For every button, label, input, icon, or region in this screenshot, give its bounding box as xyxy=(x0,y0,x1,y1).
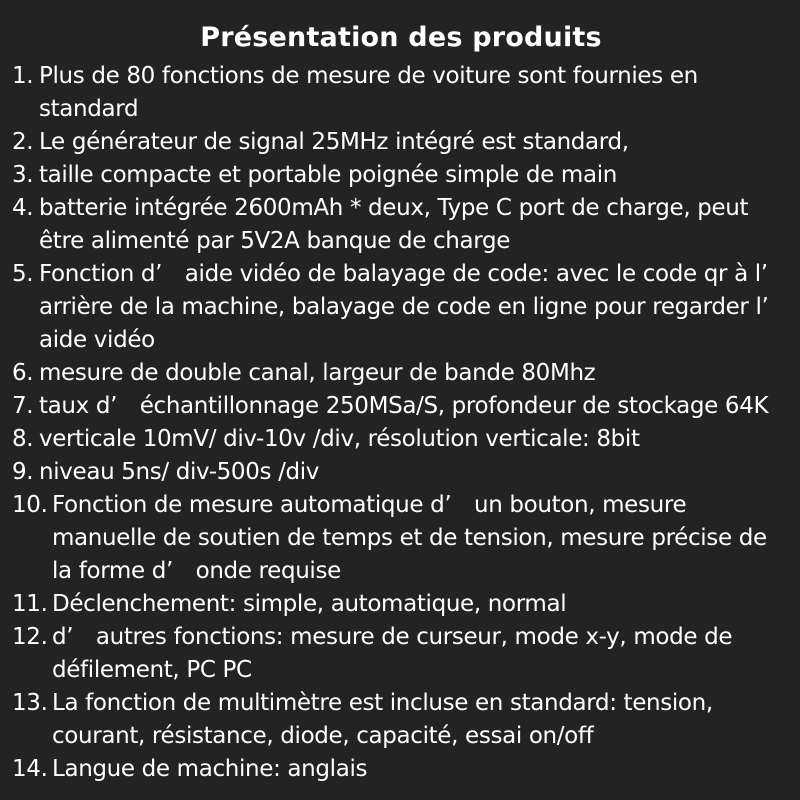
item-text: mesure de double canal, largeur de bande 80Mhz xyxy=(39,360,596,386)
feature-list xyxy=(12,60,790,786)
item-number: 4. xyxy=(12,195,34,221)
item-number: 14. xyxy=(12,756,48,782)
item-text: Plus de 80 fonctions de mesure de voiture sont fournies en standard xyxy=(39,63,698,122)
item-text: Le générateur de signal 25MHz intégré est standard, xyxy=(39,129,629,155)
list-item xyxy=(12,588,790,621)
list-item xyxy=(12,60,790,126)
item-text: batterie intégrée 2600mAh * deux, Type C port de charge, peut être alimenté par 5V2A banque de charge xyxy=(39,195,749,254)
item-text: verticale 10mV/ div-10v /div, résolution verticale: 8bit xyxy=(39,426,640,452)
item-number: 9. xyxy=(12,459,34,485)
item-number: 7. xyxy=(12,393,34,419)
item-text: niveau 5ns/ div-500s /div xyxy=(39,459,320,485)
page-title: Présentation des produits xyxy=(200,22,602,53)
list-item xyxy=(12,753,790,786)
item-number: 13. xyxy=(12,690,48,716)
item-text: Fonction d’ aide vidéo de balayage de code: avec le code qr à l’ arrière de la machine, balayage de code en ligne pour regarder l’ aide vidéo xyxy=(39,261,792,353)
list-item xyxy=(12,489,790,588)
list-item xyxy=(12,258,790,357)
item-text: d’ autres fonctions: mesure de curseur, mode x-y, mode de défilement, PC PC xyxy=(52,624,733,683)
list-item xyxy=(12,357,790,390)
item-number: 5. xyxy=(12,261,34,287)
item-text: taux d’ échantillonnage 250MSa/S, profondeur de stockage 64K xyxy=(39,393,769,419)
list-item xyxy=(12,456,790,489)
item-number: 8. xyxy=(12,426,34,452)
list-item xyxy=(12,423,790,456)
item-number: 12. xyxy=(12,624,48,650)
item-number: 1. xyxy=(12,63,34,89)
item-number: 10. xyxy=(12,492,48,518)
list-item xyxy=(12,390,790,423)
item-text: Langue de machine: anglais xyxy=(52,756,368,782)
list-item xyxy=(12,687,790,753)
item-text: Déclenchement: simple, automatique, normal xyxy=(52,591,567,617)
item-number: 2. xyxy=(12,129,34,155)
list-item xyxy=(12,126,790,159)
item-text: Fonction de mesure automatique d’ un bouton, mesure manuelle de soutien de temps et de tension, mesure précise de la forme d’ onde requise xyxy=(52,492,767,584)
item-text: La fonction de multimètre est incluse en standard: tension, courant, résistance, diode, capacité, essai on/off xyxy=(52,690,713,749)
item-number: 11. xyxy=(12,591,48,617)
item-number: 6. xyxy=(12,360,34,386)
item-text: taille compacte et portable poignée simple de main xyxy=(39,162,617,188)
item-number: 3. xyxy=(12,162,34,188)
list-item xyxy=(12,192,790,258)
list-item xyxy=(12,159,790,192)
list-item xyxy=(12,621,790,687)
